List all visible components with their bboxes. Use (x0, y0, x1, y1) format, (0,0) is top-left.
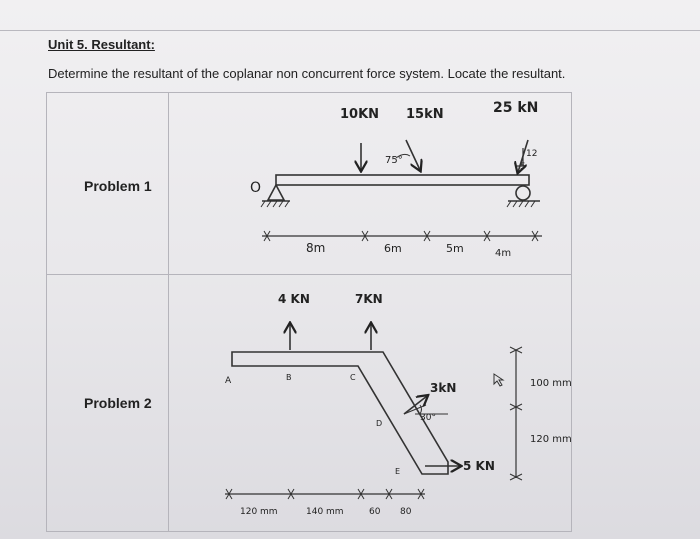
pin-support (268, 185, 284, 200)
unit-title: Unit 5. Resultant: (48, 37, 155, 52)
dim-4m-label: 4m (495, 248, 512, 259)
force-5kn-label: 5 KN (463, 459, 495, 473)
dim-8m-label: 8m (306, 241, 326, 255)
instruction-text: Determine the resultant of the coplanar non concurrent force system. Locate the resultant. (48, 66, 566, 81)
dim-120mm-vertical-label: 120 mm (530, 434, 572, 445)
slope-run-label: 5 (520, 162, 526, 172)
problem-2-label: Problem 2 (84, 395, 152, 411)
force-15kn-angle-label: 75° (385, 155, 403, 166)
dim-5m-label: 5m (446, 242, 464, 255)
force-arrow-3kn (404, 396, 427, 414)
dim-140mm-label: 140 mm (306, 507, 344, 517)
dim-100mm-label: 100 mm (530, 378, 572, 389)
point-b-label: B (286, 373, 292, 382)
force-10kn-label: 10KN (340, 107, 380, 122)
bent-member (232, 352, 448, 474)
force-3kn-label: 3kN (430, 381, 457, 395)
force-25kn-label: 25 kN (493, 100, 539, 116)
slope-rise-label: 12 (526, 149, 538, 159)
beam-1 (276, 175, 529, 185)
problem-1-label: Problem 1 (84, 178, 152, 194)
point-o-label: O (250, 180, 262, 196)
dim-60-label: 60 (369, 507, 381, 517)
force-3kn-angle-label: 30° (420, 413, 436, 423)
dim-120mm-label: 120 mm (240, 507, 278, 517)
point-e-label: E (395, 467, 401, 476)
force-4kn-label: 4 KN (278, 292, 310, 306)
dim-6m-label: 6m (384, 242, 402, 255)
cursor-icon (494, 374, 503, 386)
roller-support (516, 186, 530, 200)
point-d-label: D (376, 419, 383, 428)
force-15kn-label: 15kN (406, 107, 444, 122)
force-7kn-label: 7KN (355, 292, 383, 306)
point-c-label: C (350, 373, 356, 382)
point-a-label: A (225, 376, 232, 386)
dim-80-label: 80 (400, 507, 412, 517)
